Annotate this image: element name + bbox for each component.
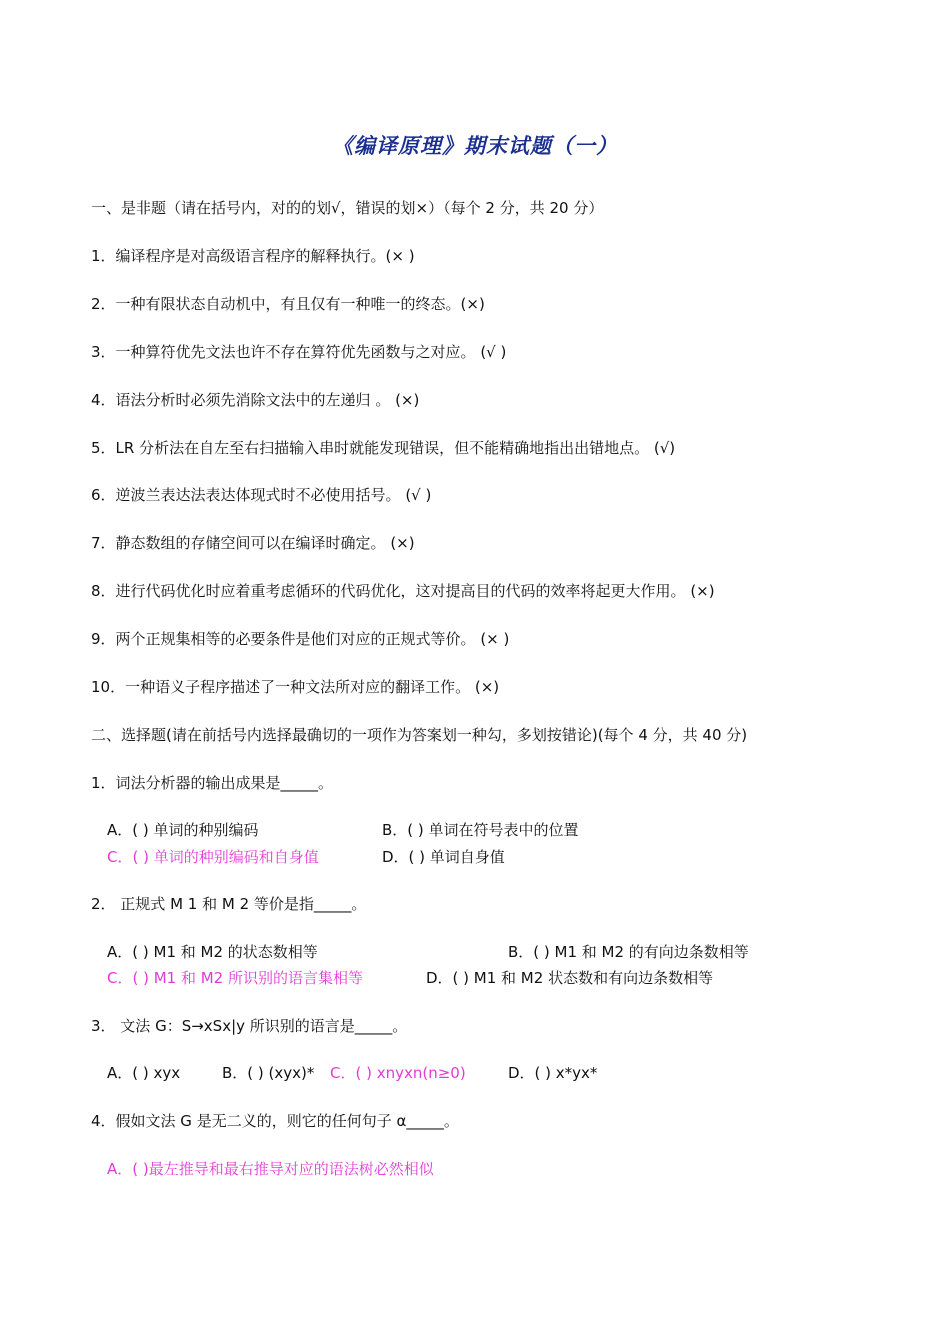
mc-q2-option-d: D．( ) M1 和 M2 状态数和有向边条数相等 [426, 969, 714, 987]
tf-item-6: 6．逆波兰表达法表达体现式时不必使用括号。 (√ ) [91, 486, 432, 504]
mc-q1-option-c-answer: C．( ) 单词的种别编码和自身值 [107, 848, 319, 866]
page-title: 《编译原理》期末试题（一） [332, 133, 618, 158]
tf-item-9: 9．两个正规集相等的必要条件是他们对应的正规式等价。 (× ) [91, 630, 510, 648]
mc-q2-option-b: B．( ) M1 和 M2 的有向边条数相等 [508, 943, 749, 961]
mc-q3-option-c-answer: C．( ) xnyxn(n≥0) [330, 1064, 466, 1082]
tf-item-4: 4．语法分析时必须先消除文法中的左递归 。 (×) [91, 391, 420, 409]
mc-q3-option-d: D．( ) x*yx* [508, 1064, 598, 1082]
tf-item-10: 10．一种语义子程序描述了一种文法所对应的翻译工作。 (×) [91, 678, 500, 696]
mc-q2-stem: 2． 正规式 M 1 和 M 2 等价是指_____。 [91, 895, 367, 913]
mc-q1-option-b: B．( ) 单词在符号表中的位置 [382, 821, 579, 839]
tf-item-2: 2．一种有限状态自动机中，有且仅有一种唯一的终态。(×) [91, 295, 485, 313]
section1-heading: 一、是非题（请在括号内，对的的划√，错误的划×）（每个 2 分，共 20 分） [91, 199, 604, 217]
tf-item-1: 1．编译程序是对高级语言程序的解释执行。(× ) [91, 247, 415, 265]
mc-q3-option-a: A．( ) xyx [107, 1064, 181, 1082]
section2-heading: 二、选择题(请在前括号内选择最确切的一项作为答案划一种勾，多划按错论)(每个 4 分，共 40 分) [91, 726, 748, 744]
mc-q1-option-d: D．( ) 单词自身值 [382, 848, 505, 866]
mc-q3-stem: 3． 文法 G：S→xSx|y 所识别的语言是_____。 [91, 1017, 408, 1035]
tf-item-7: 7．静态数组的存储空间可以在编译时确定。 (×) [91, 534, 415, 552]
mc-q4-option-a-answer: A．( )最左推导和最右推导对应的语法树必然相似 [107, 1160, 434, 1178]
tf-item-5: 5．LR 分析法在自左至右扫描输入串时就能发现错误，但不能精确地指出出错地点。 (√) [91, 439, 676, 457]
mc-q2-option-a: A．( ) M1 和 M2 的状态数相等 [107, 943, 318, 961]
mc-q1-option-a: A．( ) 单词的种别编码 [107, 821, 259, 839]
mc-q1-stem: 1．词法分析器的输出成果是_____。 [91, 774, 334, 792]
mc-q3-option-b: B．( ) (xyx)* [222, 1064, 315, 1082]
tf-item-3: 3．一种算符优先文法也许不存在算符优先函数与之对应。 (√ ) [91, 343, 507, 361]
mc-q4-stem: 4．假如文法 G 是无二义的，则它的任何句子 α_____。 [91, 1112, 459, 1130]
mc-q2-option-c-answer: C．( ) M1 和 M2 所识别的语言集相等 [107, 969, 363, 987]
tf-item-8: 8．进行代码优化时应着重考虑循环的代码优化，这对提高目的代码的效率将起更大作用。 (×) [91, 582, 715, 600]
